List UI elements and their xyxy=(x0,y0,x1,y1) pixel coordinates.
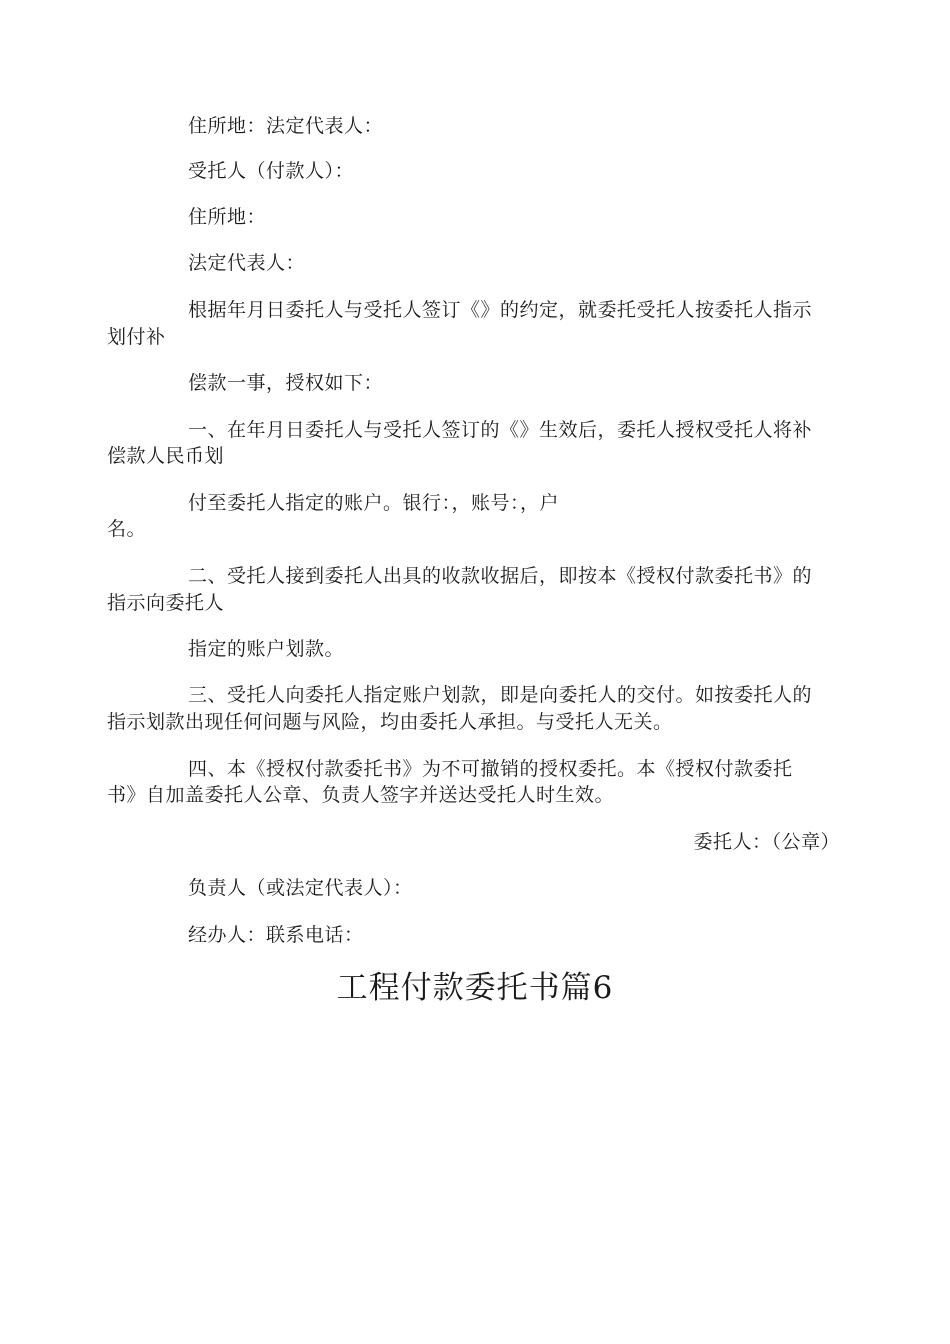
doc-line-authorization-intro: 偿款一事，授权如下： xyxy=(188,372,384,394)
doc-line-address: 住所地： xyxy=(188,206,267,228)
doc-line-legal-rep: 法定代表人： xyxy=(188,252,306,274)
doc-paragraph-basis-line1: 根据年月日委托人与受托人签订《》的约定，就委托受托人按委托人指示 xyxy=(188,299,813,321)
doc-clause-1-account-line2: 名。 xyxy=(107,518,147,540)
section-title: 工程付款委托书篇6 xyxy=(336,970,614,1006)
doc-line-principal-seal: 委托人：（公章） xyxy=(693,831,840,853)
doc-clause-3-line2: 指示划款出现任何问题与风险，均由委托人承担。与受托人无关。 xyxy=(107,711,673,733)
doc-clause-2-line2: 指示向委托人 xyxy=(107,592,225,614)
doc-line-responsible-person: 负责人（或法定代表人）： xyxy=(188,877,413,899)
doc-clause-4-line1: 四、本《授权付款委托书》为不可撤销的授权委托。本《授权付款委托 xyxy=(188,758,793,780)
doc-clause-3-line1: 三、受托人向委托人指定账户划款，即是向委托人的交付。如按委托人的 xyxy=(188,684,813,706)
doc-line-trustee: 受托人（付款人）： xyxy=(188,160,355,182)
doc-clause-2-line3: 指定的账户划款。 xyxy=(188,638,345,660)
doc-line-address-legal-rep: 住所地：法定代表人： xyxy=(188,115,384,137)
doc-clause-1-account-line1: 付至委托人指定的账户。银行：，账号：，户 xyxy=(188,492,560,514)
doc-clause-4-line2: 书》自加盖委托人公章、负责人签字并送达受托人时生效。 xyxy=(107,784,615,806)
doc-clause-1-line1: 一、在年月日委托人与受托人签订的《》生效后，委托人授权受托人将补 xyxy=(188,419,813,441)
doc-paragraph-basis-line2: 划付补 xyxy=(107,326,166,348)
doc-clause-2-line1: 二、受托人接到委托人出具的收款收据后，即按本《授权付款委托书》的 xyxy=(188,565,813,587)
doc-line-handler-phone: 经办人：联系电话： xyxy=(188,924,364,946)
doc-clause-1-line2: 偿款人民币划 xyxy=(107,445,225,467)
